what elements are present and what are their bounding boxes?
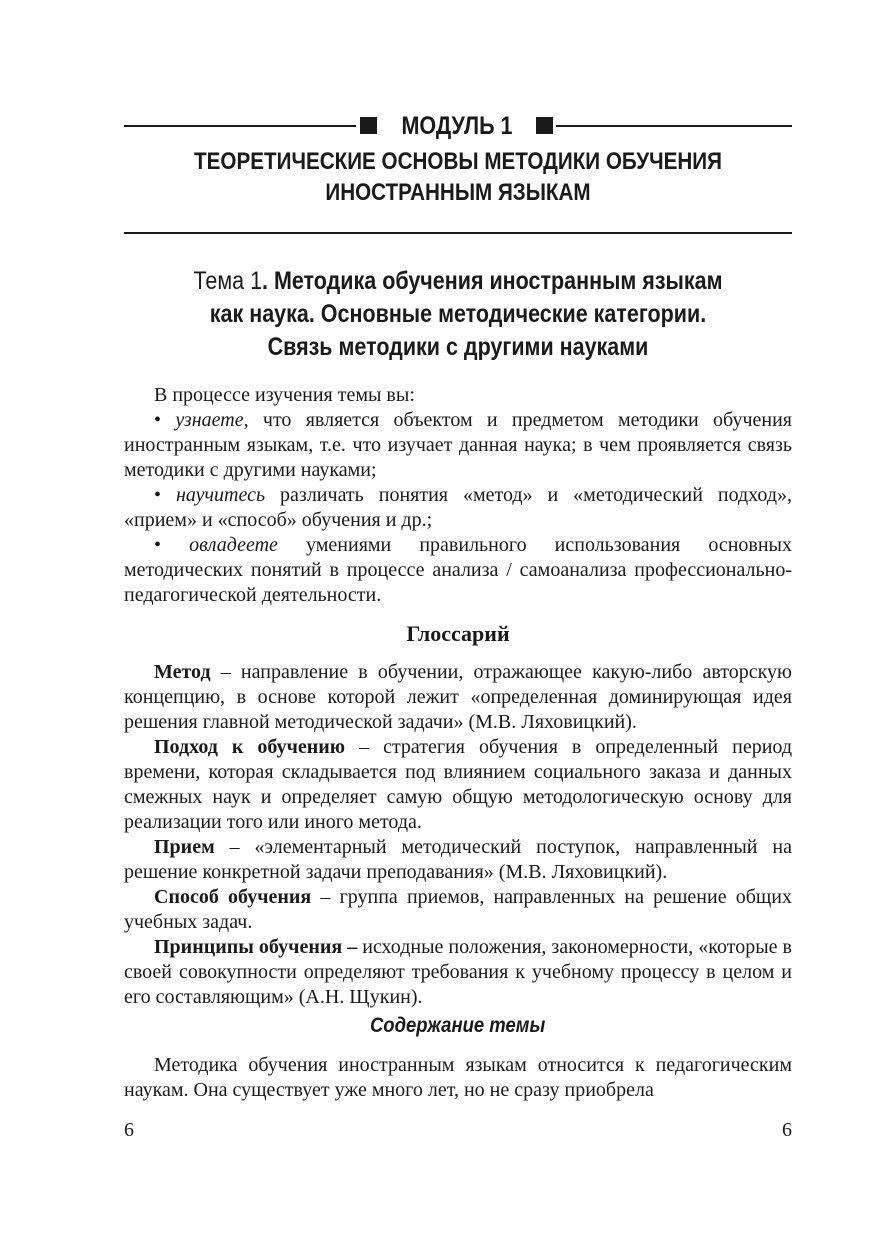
glossary-entry [124, 935, 792, 1010]
glossary-definition: – группа приемов, направленных на решение общих учебных задач. [124, 886, 792, 933]
objective-item [124, 533, 792, 608]
objectives-lead: В процессе изучения темы вы: [154, 384, 415, 406]
objective-item [124, 483, 792, 533]
content-paragraph: Методика обучения иностранным языкам относится к педагогическим наукам. Она существует уже много лет, но не сразу приобрела [124, 1054, 792, 1101]
glossary-entry [124, 885, 792, 935]
objective-text: умениями правильного использования основных методических понятий в процессе анализа / самоанализа профессионально-педагогической деятельности. [124, 534, 792, 606]
content-heading-text: Содержание темы [370, 1014, 546, 1037]
glossary-list [124, 660, 792, 1010]
topic-title-line1 [171, 265, 745, 298]
topic-title-line2: как наука. Основные методические категории. [209, 300, 707, 328]
page-number-left: 6 [124, 1119, 134, 1141]
glossary-term: Способ обучения [154, 886, 312, 908]
objective-verb: овладеете [189, 534, 278, 556]
glossary-entry [124, 835, 792, 885]
glossary-term: Прием [154, 836, 215, 858]
glossary-term: Принципы обучения – [154, 936, 358, 958]
learning-objectives [124, 383, 792, 608]
topic-title [124, 265, 792, 364]
module-title-line2: ИНОСТРАННЫМ ЯЗЫКАМ [325, 179, 591, 206]
glossary-definition: – стратегия обучения в определенный период времени, которая складывается под влиянием социального заказа и данных смежных наук и определяет самую общую методологическую основу для реализации того или иного метода. [124, 736, 792, 833]
module-label: МОДУЛЬ 1 [401, 112, 513, 140]
objective-verb: научитесь [175, 484, 266, 506]
objective-text: различать понятия «метод» и «методический подход», «прием» и «способ» обучения и др.; [124, 484, 792, 531]
objective-text: , что является объектом и предметом методики обучения иностранным языкам, т.е. что изучает данная наука; в чем проявляется связь методики с другими науками; [124, 409, 792, 481]
page-number-right: 6 [782, 1119, 792, 1141]
bullet: • [154, 534, 190, 556]
glossary-term: Метод [154, 661, 211, 683]
glossary-definition: – «элементарный методический поступок, направленный на решение конкретной задачи преподавания» (М.В. Ляховицкий). [124, 836, 792, 883]
square-marker-left [360, 117, 377, 134]
content-heading [124, 1012, 792, 1040]
glossary-term: Подход к обучению [154, 736, 346, 758]
glossary-heading: Глоссарий [406, 621, 510, 646]
objective-item [124, 408, 792, 483]
glossary-entry [124, 660, 792, 735]
topic-line1-text: . Методика обучения иностранным языкам [262, 267, 723, 295]
objective-verb: узнаете [175, 409, 244, 431]
bullet: • [154, 409, 176, 431]
header-rule-right [556, 125, 792, 127]
topic-title-line3: Связь методики с другими науками [267, 333, 649, 361]
bullet: • [154, 484, 176, 506]
module-title-rule [124, 232, 792, 234]
module-title [124, 146, 792, 208]
square-marker-right [536, 117, 553, 134]
glossary-entry [124, 735, 792, 835]
glossary-definition: – направление в обучении, отражающее какую-либо авторскую концепцию, в основе которой лежит «определенная доминирующая идея решения главной методической задачи» (М.В. Ляховицкий). [124, 661, 792, 733]
topic-prefix: Тема 1 [193, 267, 263, 295]
module-header [124, 110, 792, 142]
module-title-line1: ТЕОРЕТИЧЕСКИЕ ОСНОВЫ МЕТОДИКИ ОБУЧЕНИЯ [194, 148, 722, 175]
content-body [124, 1053, 792, 1103]
glossary-definition: исходные положения, закономерности, «которые в своей совокупности определяют требования к учебному процессу в целом и его составляющим» (А.Н. Щукин). [124, 936, 792, 1008]
header-rule-left [124, 125, 356, 127]
